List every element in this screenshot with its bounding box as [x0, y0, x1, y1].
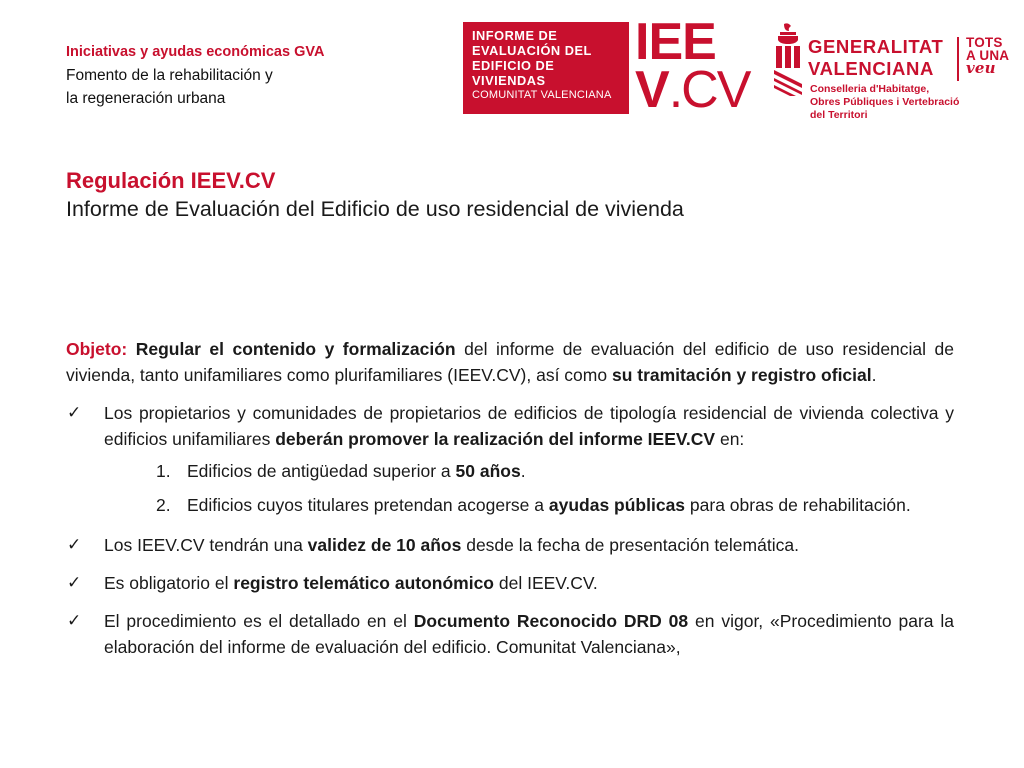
objeto-label: Objeto:: [66, 339, 128, 359]
bullet-2: [66, 532, 954, 558]
objeto-bold-2: su tramitación y registro oficial: [611, 365, 872, 385]
sub-item-2-text-2: para obras de rehabilitación.: [685, 495, 911, 515]
gva-divider: [957, 37, 959, 81]
gva-cons-3: del Territori: [810, 109, 868, 121]
sub-item-2: [66, 492, 954, 518]
gva-slogan-3: veu: [966, 59, 996, 77]
header-line-2: Fomento de la rehabilitación y: [66, 67, 273, 84]
bullet-4-text-2: en vigor, «Procedimiento para la elaboración del informe de evaluación del edificio. Comunitat Valenciana»,: [104, 611, 954, 657]
sub-item-2-text-1: Edificios cuyos titulares pretendan acogerse a: [187, 495, 549, 515]
header-line-1: Iniciativas y ayudas económicas GVA: [66, 44, 325, 60]
gva-logo: [772, 22, 1012, 122]
sub-item-1-text-1: Edificios de antigüedad superior a: [187, 461, 456, 481]
ieev-logo: [463, 13, 750, 119]
bullet-4: [66, 608, 954, 660]
sub-item-1-num: 1.: [156, 461, 171, 481]
title-line-1: Regulación IEEV.CV: [66, 168, 276, 193]
bullet-3-text-1: Es obligatorio el: [104, 573, 234, 593]
gva-name-1: GENERALITAT: [808, 36, 944, 57]
sub-item-1-text-2: .: [520, 461, 526, 481]
ieev-mark-top: IEE: [635, 13, 716, 71]
gva-conselleria: [810, 83, 959, 122]
sub-list: [66, 458, 954, 518]
ieev-box-sub: COMUNITAT VALENCIANA: [472, 89, 612, 101]
gva-cons-1: Conselleria d'Habitatge,: [810, 83, 930, 95]
ieev-box-line-1: INFORME DE: [472, 28, 558, 43]
bullet-1-text-1: Los propietarios y comunidades de propietarios de edificios de tipología residencial de vivienda colectiva y edificios unifamiliares: [104, 403, 954, 449]
gva-name: [808, 36, 943, 80]
bullet-2-text-1: Los IEEV.CV tendrán una: [104, 535, 308, 555]
gva-cons-2: Obres Públiques i Vertebració: [810, 96, 960, 108]
bullet-1-bold: deberán promover la realización del informe IEEV.CV: [275, 429, 716, 449]
bullet-2-text-2: desde la fecha de presentación telemática.: [461, 535, 799, 555]
sub-item-1-bold: 50 años: [455, 461, 521, 481]
header-block: [66, 41, 324, 110]
ieev-logo-box: [463, 22, 629, 114]
bullet-3-bold: registro telemático autonómico: [233, 573, 494, 593]
check-icon: ✓: [67, 535, 82, 555]
bullet-1-text-2: en:: [715, 429, 745, 449]
gva-name-2: VALENCIANA: [808, 58, 934, 79]
bullet-1: [66, 400, 954, 452]
sub-item-2-num: 2.: [156, 495, 171, 515]
objeto-text-3: .: [871, 365, 877, 385]
gva-slogan-2: A UNA: [966, 48, 1010, 63]
sub-item-1: [66, 458, 954, 484]
ieev-mark-cv: .CV: [668, 61, 750, 119]
bullet-4-bold: Documento Reconocido DRD 08: [413, 611, 689, 631]
bullet-2-bold: validez de 10 años: [307, 535, 462, 555]
header-line-3: la regeneración urbana: [66, 90, 226, 107]
objeto-text-1: [127, 339, 136, 359]
gva-crest-icon: [772, 22, 804, 96]
bullet-3-text-2: del IEEV.CV.: [494, 573, 598, 593]
ieev-box-line-4: VIVIENDAS: [472, 73, 546, 88]
ieev-box-line-2: EVALUACIÓN DEL: [472, 43, 592, 58]
slide-body: [66, 336, 954, 660]
check-icon: ✓: [67, 573, 82, 593]
bullet-3: [66, 570, 954, 596]
objeto-bold-1: Regular el contenido y formalización: [135, 339, 456, 359]
gva-slogan: [966, 36, 1009, 75]
objeto-paragraph: [66, 336, 954, 388]
ieev-box-line-3: EDIFICIO DE: [472, 58, 555, 73]
check-icon: ✓: [67, 611, 82, 631]
ieev-logo-mark: [635, 13, 750, 119]
gva-slogan-1: TOTS: [966, 35, 1003, 50]
slide-title: [66, 167, 684, 223]
ieev-mark-v: V: [635, 61, 669, 119]
sub-item-2-bold: ayudas públicas: [548, 495, 686, 515]
check-icon: ✓: [67, 403, 82, 423]
bullet-4-text-1: El procedimiento es el detallado en el: [104, 611, 414, 631]
objeto-text-2: del informe de evaluación del edificio de uso residencial de vivienda, tanto unifamiliares como plurifamiliares (IEEV.CV), así como: [66, 339, 954, 385]
title-line-2: Informe de Evaluación del Edificio de uso residencial de vivienda: [66, 197, 684, 221]
